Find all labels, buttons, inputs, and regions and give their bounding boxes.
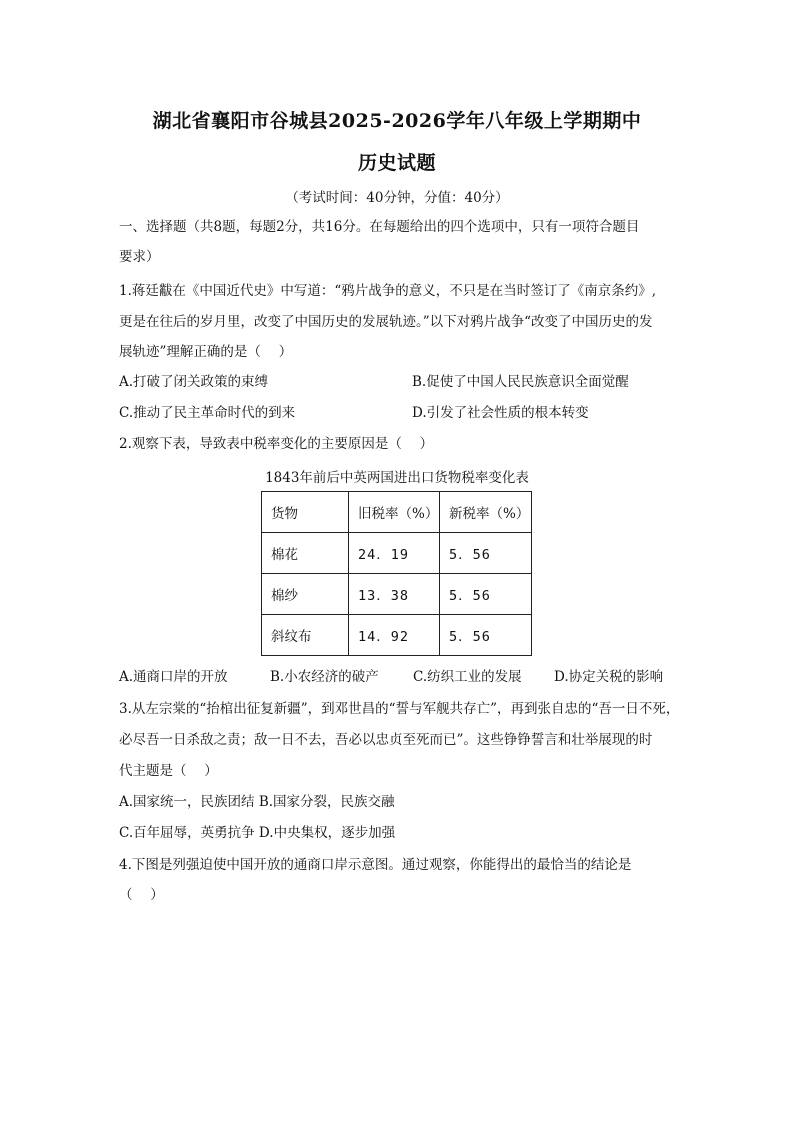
table-cell-old-rate: 13．38 bbox=[349, 574, 440, 615]
q3-stem-line-2: 必尽吾一日杀敌之责；敌一日不去，吾必以忠贞至死而已”。这些铮铮誓言和壮举展现的时 bbox=[119, 732, 653, 748]
q1-option-c: C.推动了民主革命时代的到来 bbox=[119, 405, 296, 421]
q4-stem-line-1: 4.下图是列强迫使中国开放的通商口岸示意图。通过观察，你能得出的最恰当的结论是 bbox=[119, 857, 632, 873]
table-header-cell: 旧税率（%） bbox=[349, 492, 440, 533]
table-cell-goods: 棉纱 bbox=[262, 574, 349, 615]
section-instructions-line-2: 要求） bbox=[119, 249, 160, 265]
tax-rate-table bbox=[261, 491, 532, 656]
table-cell-new-rate: 5．56 bbox=[440, 615, 532, 656]
table-cell-old-rate: 14．92 bbox=[349, 615, 440, 656]
table-cell-new-rate: 5．56 bbox=[440, 533, 532, 574]
table-cell-goods: 棉花 bbox=[262, 533, 349, 574]
q1-stem-line-1: 1.蒋廷黻在《中国近代史》中写道：“鸦片战争的意义，不只是在当时签订了《南京条约》, bbox=[119, 283, 657, 299]
q2-option-d: D.协定关税的影响 bbox=[554, 669, 664, 685]
exam-subject-title: 历史试题 bbox=[357, 152, 436, 174]
q2-stem: 2.观察下表，导致表中税率变化的主要原因是（ ） bbox=[119, 436, 434, 452]
q1-stem-line-3: 展轨迹”理解正确的是（ ） bbox=[119, 344, 293, 360]
table-cell-old-rate: 24．19 bbox=[349, 533, 440, 574]
table-caption: 1843年前后中英两国进出口货物税率变化表 bbox=[265, 470, 529, 486]
q3-options-c-d: C.百年屈辱，英勇抗争 D.中央集权，逐步加强 bbox=[119, 825, 396, 841]
exam-info: （考试时间：40分钟，分值：40分） bbox=[285, 190, 509, 206]
table-row bbox=[262, 574, 532, 615]
q1-option-b: B.促使了中国人民民族意识全面觉醒 bbox=[412, 374, 629, 390]
q2-option-c: C.纺织工业的发展 bbox=[413, 669, 522, 685]
q2-option-a: A.通商口岸的开放 bbox=[119, 669, 228, 685]
q1-option-a: A.打破了闭关政策的束缚 bbox=[119, 374, 269, 390]
table-header-cell: 货物 bbox=[262, 492, 349, 533]
q1-stem-line-2: 更是在往后的岁月里，改变了中国历史的发展轨迹。”以下对鸦片战争“改变了中国历史的发 bbox=[119, 314, 653, 330]
q4-stem-line-2: （ ） bbox=[119, 887, 164, 903]
table-row bbox=[262, 533, 532, 574]
table-row bbox=[262, 615, 532, 656]
q3-stem-line-1: 3.从左宗棠的“抬棺出征复新疆”，到邓世昌的“誓与军舰共存亡”，再到张自忠的“吾一日不死， bbox=[119, 701, 680, 717]
q3-stem-line-3: 代主题是（ ） bbox=[119, 763, 218, 779]
section-instructions-line-1: 一、选择题（共8题，每题2分，共16分。在每题给出的四个选项中，只有一项符合题目 bbox=[119, 219, 640, 235]
exam-title: 湖北省襄阳市谷城县2025-2026学年八年级上学期期中 bbox=[152, 110, 642, 132]
q1-option-d: D.引发了社会性质的根本转变 bbox=[412, 405, 589, 421]
table-header-cell: 新税率（%） bbox=[440, 492, 532, 533]
q2-option-b: B.小农经济的破产 bbox=[270, 669, 379, 685]
table-header-row bbox=[262, 492, 532, 533]
q3-options-a-b: A.国家统一，民族团结 B.国家分裂，民族交融 bbox=[119, 794, 395, 810]
table-cell-new-rate: 5．56 bbox=[440, 574, 532, 615]
table-cell-goods: 斜纹布 bbox=[262, 615, 349, 656]
